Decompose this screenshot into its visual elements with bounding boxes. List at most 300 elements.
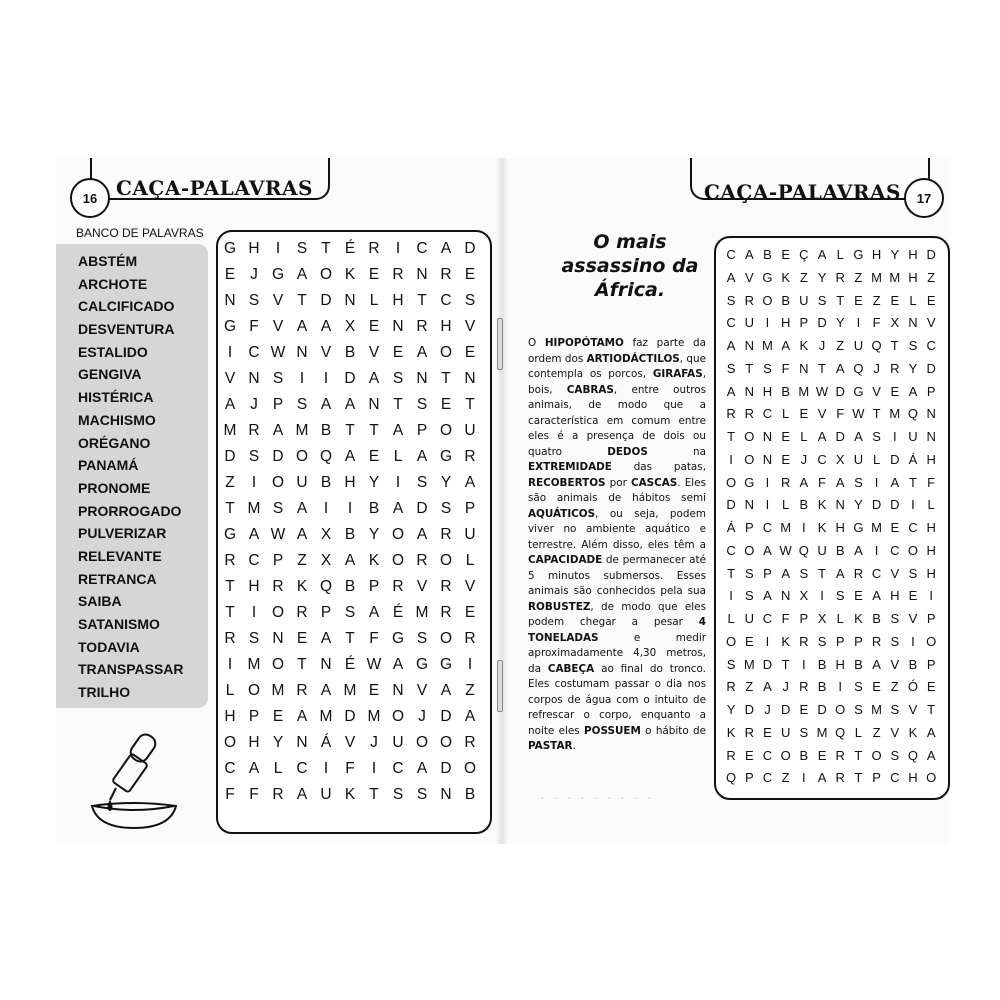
grid-letter: S [248, 630, 260, 647]
grid-letter: Á [320, 734, 332, 751]
grid-letter: C [817, 451, 827, 467]
grid-letter: P [248, 708, 260, 725]
grid-letter: H [926, 520, 936, 535]
grid-letter: M [871, 702, 883, 717]
grid-letter: R [272, 786, 284, 803]
grid-letter: I [838, 679, 843, 695]
grid-letter: D [224, 448, 236, 465]
grid-letter: I [323, 500, 329, 517]
grid-letter: S [464, 292, 476, 309]
grid-letter: E [872, 679, 881, 695]
article-text: . Eles são animais de hábitos semi [528, 476, 706, 504]
grid-letter: D [726, 497, 736, 513]
grid-letter: Q [319, 448, 333, 465]
grid-letter: P [763, 565, 772, 581]
grid-letter: E [392, 344, 404, 361]
grid-letter: E [744, 747, 754, 763]
grid-letter: H [908, 247, 918, 262]
grid-letter: D [835, 429, 845, 444]
grid-letter: S [908, 338, 918, 353]
grid-letter: T [369, 422, 379, 439]
grid-letter: S [817, 292, 827, 308]
grid-letter: C [908, 520, 918, 535]
grid-letter: P [926, 611, 936, 626]
grid-letter: Q [907, 747, 919, 763]
grid-letter: O [439, 552, 453, 569]
grid-letter: I [911, 497, 915, 513]
grid-letter: S [296, 240, 308, 257]
grid-letter: I [299, 370, 305, 387]
grid-letter: A [799, 474, 809, 490]
grid-letter: S [908, 565, 918, 581]
grid-letter: A [272, 422, 284, 439]
grid-letter: B [799, 747, 809, 763]
grid-letter: K [344, 786, 356, 803]
grid-letter: C [440, 292, 452, 309]
grid-letter: M [798, 383, 810, 399]
grid-letter: A [726, 338, 736, 353]
word-bank-label: BANCO DE PALAVRAS [76, 226, 204, 240]
grid-letter: D [817, 702, 827, 717]
word-bank-item: ORÉGANO [78, 434, 151, 451]
grid-letter: U [853, 451, 864, 467]
grid-letter: Q [726, 770, 737, 786]
grid-letter: A [320, 682, 332, 699]
grid-letter: W [779, 542, 792, 558]
article-keyword: EXTREMIDADE [528, 461, 612, 473]
left-page-title: CAÇA-PALAVRAS [116, 176, 313, 200]
grid-letter: S [416, 630, 428, 647]
grid-letter: N [780, 588, 791, 604]
grid-letter: A [854, 542, 863, 558]
grid-letter: T [225, 578, 235, 595]
grid-letter: O [223, 734, 237, 751]
word-bank-item: ESTALIDO [78, 343, 148, 360]
grid-letter: W [366, 656, 382, 673]
grid-letter: R [224, 552, 236, 569]
grid-letter: U [780, 724, 791, 740]
grid-letter: S [835, 588, 845, 604]
grid-letter: P [744, 770, 754, 786]
grid-letter: L [909, 292, 917, 308]
word-bank-item: SAIBA [78, 593, 122, 610]
grid-letter: A [440, 240, 452, 257]
grid-letter: B [781, 383, 790, 399]
grid-letter: I [765, 474, 770, 490]
grid-letter: C [890, 542, 900, 558]
grid-letter: C [871, 565, 882, 581]
grid-letter: I [251, 604, 257, 621]
grid-letter: X [835, 451, 845, 467]
grid-letter: Á [908, 451, 918, 467]
grid-letter: K [817, 497, 827, 513]
grid-letter: D [926, 247, 936, 262]
grid-letter: B [344, 578, 356, 595]
grid-letter: B [854, 656, 863, 672]
grid-letter: E [272, 708, 284, 725]
grid-letter: C [890, 770, 900, 786]
word-bank-item: MACHISMO [78, 411, 156, 428]
grid-letter: M [780, 520, 792, 535]
grid-letter: C [762, 747, 773, 763]
grid-letter: O [926, 770, 937, 786]
article-keyword: ARTIODÁCTILOS [586, 352, 680, 365]
grid-letter: S [248, 448, 260, 465]
grid-letter: A [416, 448, 428, 465]
article-keyword: PASTAR [528, 740, 573, 752]
grid-letter: K [854, 611, 863, 626]
grid-letter: M [889, 269, 901, 285]
right-page-title: CAÇA-PALAVRAS [704, 180, 901, 204]
grid-letter: F [249, 786, 259, 803]
article-text: O [528, 337, 545, 349]
grid-letter: I [251, 474, 257, 491]
grid-letter: C [248, 552, 260, 569]
grid-letter: K [368, 552, 380, 569]
grid-letter: E [224, 266, 236, 283]
grid-letter: R [416, 318, 428, 335]
grid-letter: A [872, 588, 881, 604]
grid-letter: N [744, 497, 754, 513]
grid-letter: X [320, 526, 332, 543]
word-bank-item: TRANSPASSAR [78, 661, 184, 678]
grid-letter: S [726, 656, 736, 672]
grid-letter: A [344, 448, 356, 465]
grid-letter: L [800, 429, 808, 444]
grid-letter: Q [871, 338, 882, 353]
grid-letter: E [817, 747, 827, 763]
grid-letter: G [762, 269, 773, 285]
grid-letter: H [890, 588, 900, 604]
grid-letter: R [392, 266, 404, 283]
word-bank-item: SATANISMO [78, 616, 160, 632]
grid-letter: R [835, 269, 845, 285]
article-text: por [605, 476, 631, 489]
grid-letter: E [926, 679, 936, 695]
grid-letter: D [871, 497, 882, 513]
grid-letter: L [782, 497, 790, 513]
grid-letter: J [250, 266, 258, 283]
grid-letter: E [781, 429, 790, 444]
grid-letter: U [744, 315, 754, 331]
word-bank-item: RETRANCA [78, 570, 157, 587]
grid-letter: T [727, 429, 736, 444]
grid-letter: L [927, 497, 935, 513]
article-keyword: RECOBERTOS [528, 476, 606, 489]
grid-letter: S [392, 786, 404, 803]
book-spine [496, 158, 508, 844]
word-bank-item: TRILHO [78, 684, 131, 701]
grid-letter: D [416, 500, 428, 517]
grid-letter: E [368, 266, 380, 283]
grid-letter: O [907, 542, 919, 558]
grid-letter: M [247, 500, 261, 517]
grid-letter: N [464, 370, 476, 387]
grid-letter: R [464, 630, 476, 647]
grid-letter: E [799, 702, 809, 717]
grid-letter: J [764, 702, 771, 717]
grid-letter: H [871, 247, 882, 262]
grid-letter: R [835, 747, 845, 763]
grid-letter: U [320, 786, 332, 803]
grid-letter: P [854, 633, 863, 649]
grid-letter: K [781, 269, 790, 285]
article-text: e medir aproximadamente 4,30 metros, da [528, 631, 706, 675]
grid-letter: A [296, 526, 308, 543]
grid-letter: Q [907, 406, 919, 422]
grid-letter: H [248, 578, 260, 595]
grid-letter: B [763, 247, 772, 262]
article-text: de permanecer até 5 minutos submersos. Esses animais são conhecidos pela sua [528, 554, 706, 597]
grid-letter: V [344, 734, 356, 751]
grid-letter: A [464, 708, 476, 725]
grid-letter: B [320, 422, 332, 439]
grid-letter: U [392, 734, 404, 751]
grid-letter: O [744, 542, 755, 558]
grid-letter: T [818, 360, 826, 376]
grid-letter: L [836, 611, 844, 626]
grid-letter: Z [854, 269, 863, 285]
grid-letter: A [781, 565, 790, 581]
grid-letter: H [780, 315, 791, 331]
grid-letter: O [439, 422, 453, 439]
grid-letter: E [890, 520, 900, 535]
word-bank-item: ARCHOTE [78, 275, 148, 292]
grid-letter: F [225, 786, 235, 803]
grid-letter: P [368, 578, 380, 595]
grid-letter: M [762, 338, 773, 353]
grid-letter: T [781, 656, 790, 672]
grid-letter: A [854, 429, 863, 444]
grid-letter: C [762, 520, 773, 535]
grid-letter: G [853, 247, 864, 262]
grid-letter: M [743, 656, 755, 672]
grid-letter: A [416, 760, 428, 777]
grid-letter: J [782, 679, 789, 695]
grid-letter: I [323, 370, 329, 387]
grid-letter: C [926, 338, 936, 353]
grid-letter: E [908, 588, 918, 604]
grid-letter: A [817, 429, 827, 444]
word-bank-item: HISTÉRICA [78, 389, 154, 406]
grid-letter: R [368, 240, 380, 257]
word-bank-item: PANAMÁ [78, 457, 139, 474]
grid-letter: O [439, 630, 453, 647]
word-bank-item: GENGIVA [78, 366, 142, 383]
grid-letter: A [726, 269, 736, 285]
grid-letter: C [726, 247, 736, 262]
grid-letter: E [368, 682, 380, 699]
grid-letter: B [799, 497, 809, 513]
grid-letter: Q [853, 360, 864, 376]
grid-letter: H [440, 318, 452, 335]
grid-letter: E [763, 724, 772, 740]
grid-letter: S [248, 292, 260, 309]
grid-letter: I [929, 588, 933, 604]
grid-letter: Z [927, 269, 936, 285]
grid-letter: R [440, 266, 452, 283]
grid-letter: N [440, 786, 452, 803]
grid-letter: O [463, 760, 477, 777]
grid-letter: L [872, 451, 881, 467]
grid-letter: U [744, 611, 754, 626]
grid-letter: O [295, 448, 309, 465]
grid-letter: H [835, 520, 845, 535]
grid-letter: T [727, 565, 736, 581]
grid-letter: O [439, 344, 453, 361]
word-bank-item: RELEVANTE [78, 547, 162, 564]
grid-letter: Z [799, 269, 808, 285]
grid-letter: C [762, 406, 773, 422]
grid-letter: M [367, 708, 381, 725]
article-keyword: GIRAFAS [652, 368, 703, 380]
grid-letter: G [853, 520, 864, 535]
grid-letter: V [224, 370, 236, 387]
grid-letter: G [439, 448, 453, 465]
grid-letter: U [464, 422, 476, 439]
grid-letter: T [854, 747, 863, 763]
grid-letter: A [835, 565, 845, 581]
grid-letter: A [763, 679, 772, 695]
grid-letter: I [765, 633, 770, 649]
grid-letter: A [763, 588, 772, 604]
grid-letter: K [726, 724, 736, 740]
grid-letter: N [368, 396, 380, 413]
grid-letter: N [762, 429, 773, 444]
grid-letter: A [781, 338, 790, 353]
grid-letter: R [780, 474, 791, 490]
grid-letter: X [320, 552, 332, 569]
grid-letter: J [873, 360, 880, 376]
grid-letter: B [817, 679, 827, 695]
grid-letter: A [224, 396, 236, 413]
grid-letter: N [908, 315, 918, 331]
grid-letter: A [320, 396, 332, 413]
grid-letter: P [926, 656, 936, 672]
grid-letter: G [271, 266, 285, 283]
show-through-text: ········· [540, 790, 660, 805]
grid-letter: G [744, 474, 755, 490]
grid-letter: A [296, 318, 308, 335]
grid-letter: N [392, 318, 404, 335]
grid-letter: M [295, 422, 309, 439]
grid-letter: M [415, 604, 429, 621]
grid-letter: M [816, 724, 828, 740]
word-bank-item: ABSTÉM [78, 253, 138, 269]
grid-letter: V [908, 611, 918, 626]
grid-letter: V [320, 344, 332, 361]
grid-letter: E [464, 266, 476, 283]
grid-letter: S [344, 604, 356, 621]
grid-letter: T [836, 292, 845, 308]
grid-letter: G [223, 318, 237, 335]
grid-letter: Z [297, 552, 307, 569]
grid-letter: R [272, 578, 284, 595]
grid-letter: N [416, 266, 428, 283]
grid-letter: T [393, 396, 403, 413]
grid-letter: E [890, 383, 900, 399]
grid-letter: S [392, 370, 404, 387]
grid-letter: E [440, 396, 452, 413]
grid-letter: F [781, 360, 790, 376]
grid-letter: F [927, 474, 936, 490]
grid-letter: D [762, 656, 773, 672]
grid-letter: L [836, 247, 844, 262]
grid-letter: T [927, 702, 936, 717]
grid-letter: T [417, 292, 427, 309]
grid-letter: I [802, 656, 806, 672]
grid-letter: A [296, 266, 308, 283]
grid-letter: Y [368, 526, 380, 543]
grid-letter: N [744, 338, 754, 353]
grid-letter: T [818, 565, 826, 581]
grid-letter: É [344, 656, 356, 673]
grid-letter: U [817, 542, 827, 558]
grid-letter: T [345, 422, 355, 439]
grid-letter: M [889, 406, 901, 422]
grid-letter: O [391, 708, 405, 725]
grid-letter: Y [854, 497, 863, 513]
grid-letter: P [272, 552, 284, 569]
grid-letter: O [319, 266, 333, 283]
grid-letter: S [817, 633, 827, 649]
grid-letter: K [908, 724, 918, 740]
grid-letter: A [763, 542, 772, 558]
right-word-search-grid [722, 244, 940, 790]
grid-letter: Z [745, 679, 754, 695]
grid-letter: S [296, 396, 308, 413]
grid-letter: F [818, 474, 826, 490]
grid-letter: D [464, 240, 476, 257]
grid-letter: A [392, 422, 404, 439]
grid-letter: S [799, 565, 809, 581]
word-bank-item: PRORROGADO [78, 502, 182, 519]
grid-letter: A [440, 682, 452, 699]
grid-letter: S [890, 633, 900, 649]
grid-letter: I [395, 474, 401, 491]
article-keyword: ROBUSTEZ [528, 600, 591, 613]
grid-letter: M [871, 269, 883, 285]
grid-letter: O [744, 451, 755, 467]
article-text: , de modo que eles podem chegar a pesar [528, 600, 706, 628]
grid-letter: B [464, 786, 476, 803]
grid-letter: S [854, 474, 863, 490]
left-word-search-grid [218, 236, 482, 808]
grid-letter: P [926, 383, 936, 399]
grid-letter: N [835, 497, 845, 513]
grid-letter: T [321, 240, 331, 257]
grid-letter: O [271, 604, 285, 621]
grid-letter: A [368, 370, 380, 387]
word-bank-item: DESVENTURA [78, 321, 175, 338]
grid-letter: I [395, 240, 401, 257]
article-keyword: HIPOPÓTAMO [544, 337, 624, 349]
grid-letter: E [744, 633, 754, 649]
grid-letter: N [248, 370, 260, 387]
grid-letter: Q [798, 542, 809, 558]
grid-letter: A [926, 724, 936, 740]
grid-letter: I [892, 429, 897, 444]
grid-letter: B [368, 500, 380, 517]
grid-letter: H [926, 542, 936, 558]
article-keyword: AQUÁTICOS [528, 507, 596, 520]
grid-letter: B [817, 656, 827, 672]
grid-letter: D [344, 370, 356, 387]
article-keyword: CASCAS [630, 476, 678, 489]
grid-letter: L [854, 724, 863, 740]
dropper-and-bowl-icon [86, 726, 182, 830]
article-text: . [572, 740, 576, 752]
